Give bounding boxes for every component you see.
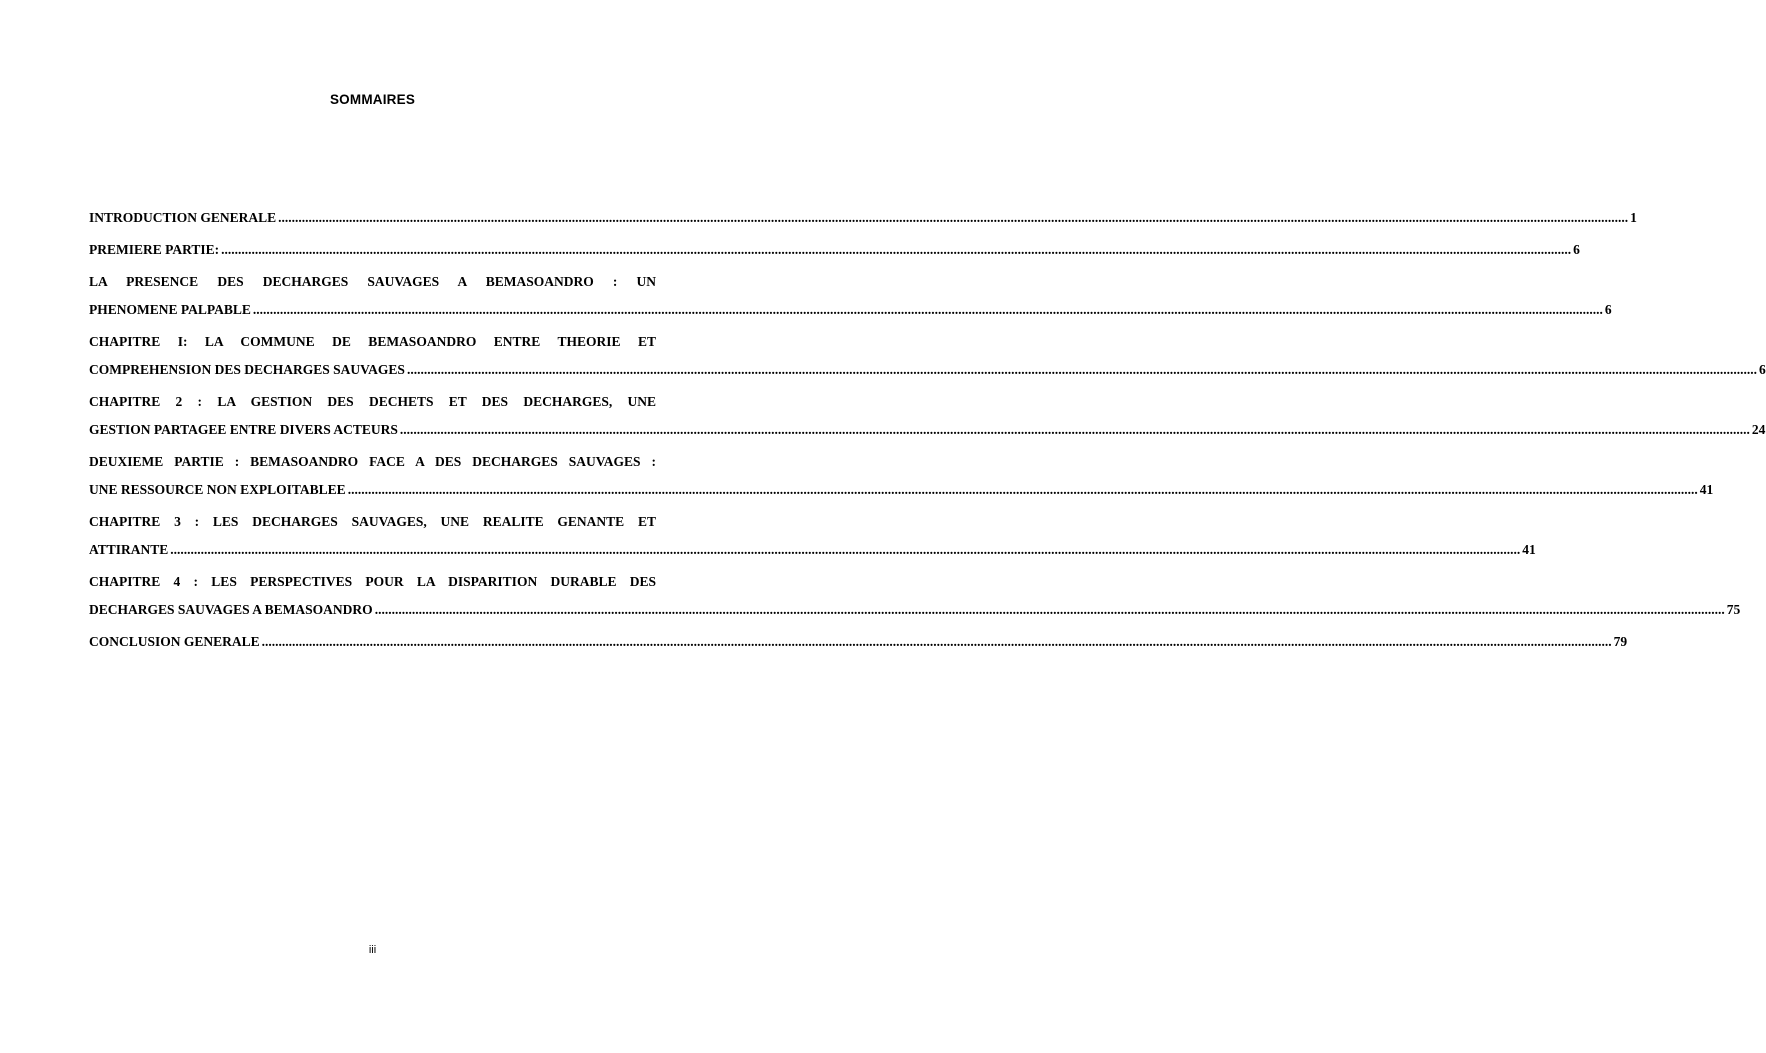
toc-leader-dots: ................................................................................................................................................................................................................................................................................................................................................................................................................ [347,482,1698,497]
toc-entry-title: ATTIRANTE [89,542,169,557]
toc-page-number: 24 [1751,422,1766,437]
toc-entry-line: CHAPITRE 3 : LES DECHARGES SAUVAGES, UNE REALITE GENANTE ET [89,514,656,529]
toc-page-number: 6 [1573,242,1580,257]
toc-page-number: 1 [1630,210,1637,225]
toc-entry-last-line [89,536,1536,564]
toc-entry-last-line [89,476,1714,504]
toc-entry [89,236,1580,264]
toc-page-number: 41 [1522,542,1536,557]
toc-entry [89,328,1766,384]
toc-entry [89,568,1741,624]
toc-entry-line: CHAPITRE 4 : LES PERSPECTIVES POUR LA DISPARITION DURABLE DES [89,574,656,589]
toc-entry-title: CONCLUSION GENERALE [89,634,260,649]
toc-entry-line: LA PRESENCE DES DECHARGES SAUVAGES A BEMASOANDRO : UN [89,274,656,289]
toc-entry-title: DECHARGES SAUVAGES A BEMASOANDRO [89,602,373,617]
toc-leader-dots: ................................................................................................................................................................................................................................................................................................................................................................................................................ [221,242,1572,257]
toc-page-number: 41 [1699,482,1714,497]
toc-entry-last-line [89,416,1766,444]
toc-entry [89,268,1612,324]
toc-entry-line: CHAPITRE I: LA COMMUNE DE BEMASOANDRO ENTRE THEORIE ET [89,334,656,349]
toc-entry [89,628,1628,656]
toc-entry-title: UNE RESSOURCE NON EXPLOITABLEE [89,482,346,497]
toc-entry-title: INTRODUCTION GENERALE [89,210,277,225]
toc-entry-title: GESTION PARTAGEE ENTRE DIVERS ACTEURS [89,422,398,437]
toc-leader-dots: ................................................................................................................................................................................................................................................................................................................................................................................................................ [261,634,1612,649]
toc-entry-last-line [89,296,1612,324]
toc-entry-line: CHAPITRE 2 : LA GESTION DES DECHETS ET DES DECHARGES, UNE [89,394,656,409]
toc-entry [89,388,1766,444]
toc-entry-last-line [89,204,1637,232]
table-of-contents [89,204,1766,660]
toc-entry-last-line [89,356,1766,384]
page-number: iii [368,944,377,956]
toc-entry [89,448,1714,504]
toc-page-number: 79 [1613,634,1628,649]
toc-entry-last-line [89,236,1580,264]
toc-page-number: 6 [1604,302,1612,317]
toc-leader-dots: ................................................................................................................................................................................................................................................................................................................................................................................................................ [374,602,1725,617]
toc-entry-line: DEUXIEME PARTIE : BEMASOANDRO FACE A DES DECHARGES SAUVAGES : [89,454,656,469]
page-title: SOMMAIRES [329,92,416,107]
toc-leader-dots: ................................................................................................................................................................................................................................................................................................................................................................................................................ [406,362,1757,377]
toc-entry-title: PREMIERE PARTIE: [89,242,220,257]
toc-leader-dots: ................................................................................................................................................................................................................................................................................................................................................................................................................ [170,542,1521,557]
toc-entry-last-line [89,628,1628,656]
toc-entry-last-line [89,596,1741,624]
toc-entry [89,508,1536,564]
toc-entry-title: PHENOMENE PALPABLE [89,302,251,317]
toc-leader-dots: ................................................................................................................................................................................................................................................................................................................................................................................................................ [278,210,1629,225]
toc-leader-dots: ................................................................................................................................................................................................................................................................................................................................................................................................................ [252,302,1603,317]
toc-page-number: 6 [1758,362,1766,377]
toc-entry [89,204,1637,232]
toc-page-number: 75 [1726,602,1741,617]
toc-leader-dots: ................................................................................................................................................................................................................................................................................................................................................................................................................ [399,422,1750,437]
toc-entry-title: COMPREHENSION DES DECHARGES SAUVAGES [89,362,405,377]
